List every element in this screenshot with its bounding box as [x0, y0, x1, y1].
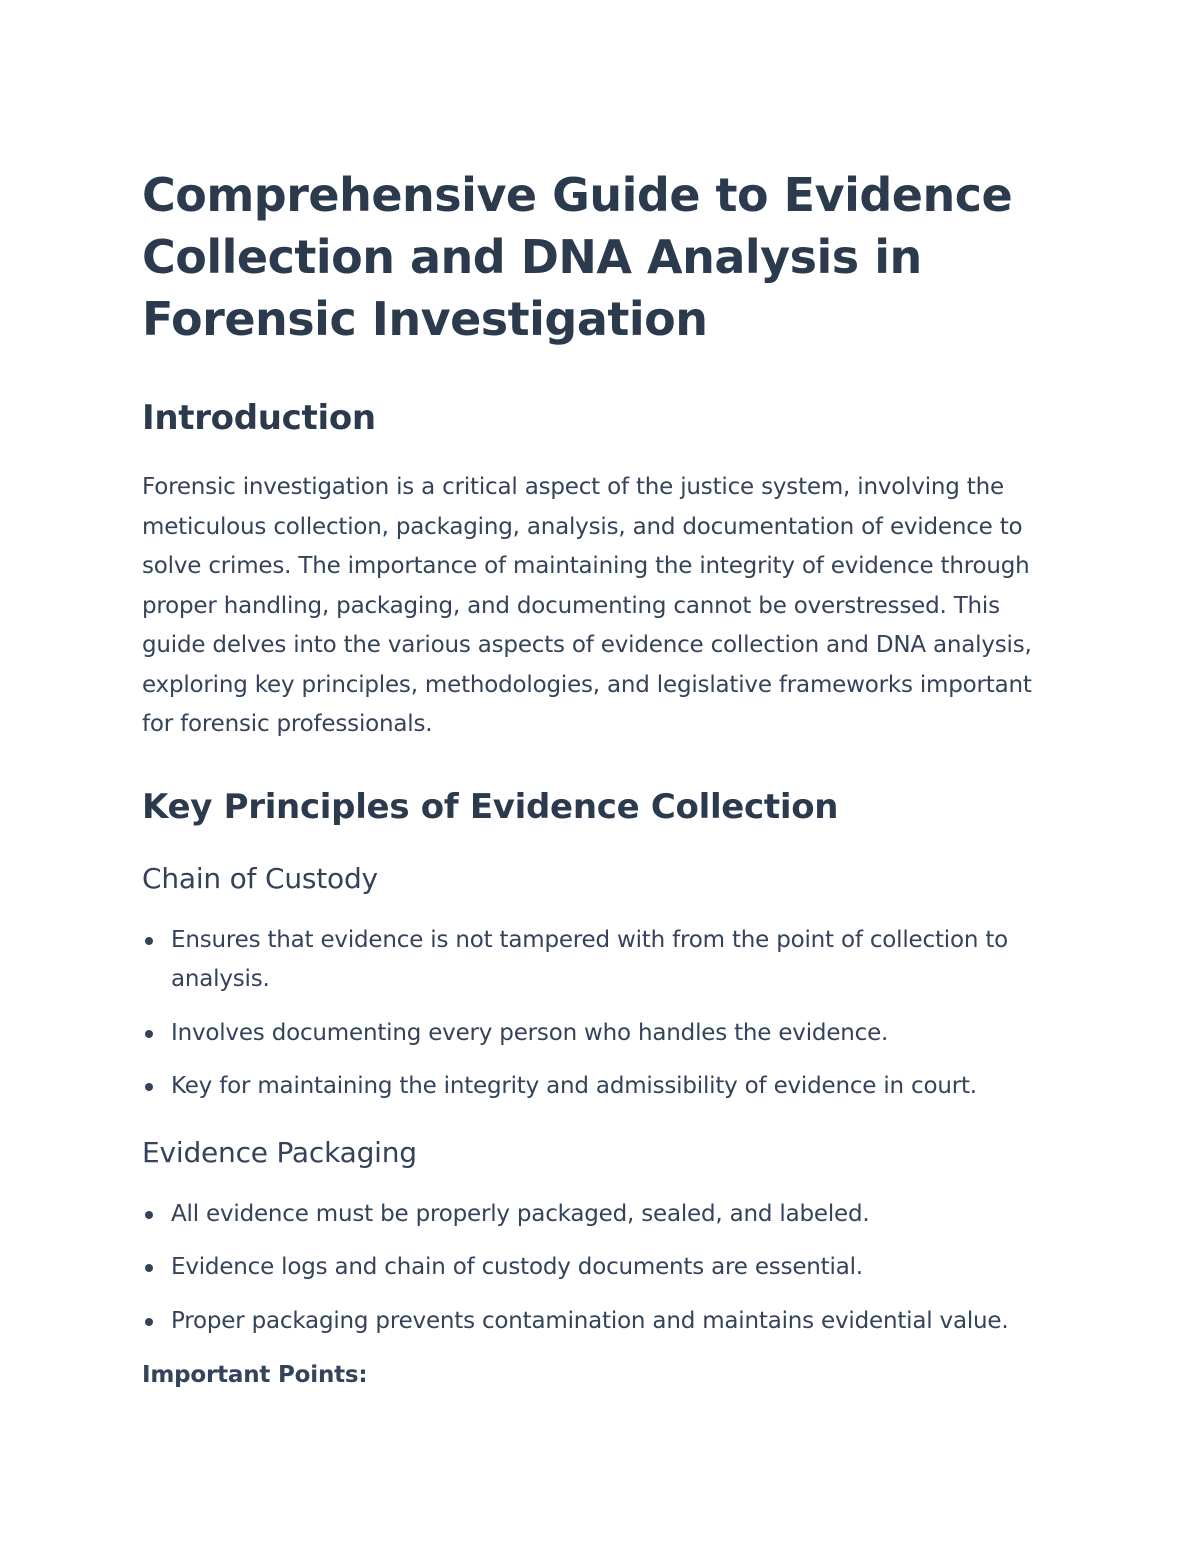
list-item [142, 1302, 1062, 1342]
bullet-dot-icon [145, 937, 153, 945]
list-item [142, 1248, 1062, 1288]
list-item-text: Ensures that evidence is not tampered with from the point of collection to analysis. [171, 926, 1009, 992]
important-points-label: Important Points: [142, 1362, 368, 1388]
key-principles-heading: Key Principles of Evidence Collection [142, 786, 839, 827]
bullet-dot-icon [145, 1318, 153, 1326]
document-page [142, 164, 1062, 1395]
evidence-packaging-list [142, 1195, 1062, 1342]
list-item-text: Key for maintaining the integrity and admissibility of evidence in court. [171, 1073, 977, 1099]
list-item [142, 1195, 1062, 1235]
document-title: Comprehensive Guide to Evidence Collection and DNA Analysis in Forensic Investigation [142, 168, 1013, 346]
list-item-text: Involves documenting every person who handles the evidence. [171, 1019, 889, 1046]
bullet-dot-icon [145, 1030, 153, 1038]
list-item [142, 921, 1062, 1000]
introduction-paragraph: Forensic investigation is a critical aspect of the justice system, involving the meticulous collection, packaging, analysis, and documentation of evidence to solve crimes. The importance of maintaining the integrity of evidence through proper handling, packaging, and documenting cannot be overstressed. This guide delves into the various aspects of evidence collection and DNA analysis, exploring key principles, methodologies, and legislative frameworks important for forensic professionals. [142, 474, 1032, 737]
list-item-text: Evidence logs and chain of custody documents are essential. [171, 1254, 863, 1280]
chain-of-custody-heading: Chain of Custody [142, 861, 378, 895]
introduction-heading: Introduction [142, 398, 376, 438]
list-item [142, 1067, 1062, 1107]
list-item-text: Proper packaging prevents contamination and maintains evidential value. [171, 1307, 1009, 1334]
evidence-packaging-heading: Evidence Packaging [142, 1135, 417, 1169]
list-item-text: All evidence must be properly packaged, sealed, and labeled. [171, 1200, 870, 1227]
list-item [142, 1014, 1062, 1054]
bullet-dot-icon [145, 1211, 153, 1219]
bullet-dot-icon [145, 1083, 153, 1091]
chain-of-custody-list [142, 921, 1062, 1107]
bullet-dot-icon [145, 1264, 153, 1272]
